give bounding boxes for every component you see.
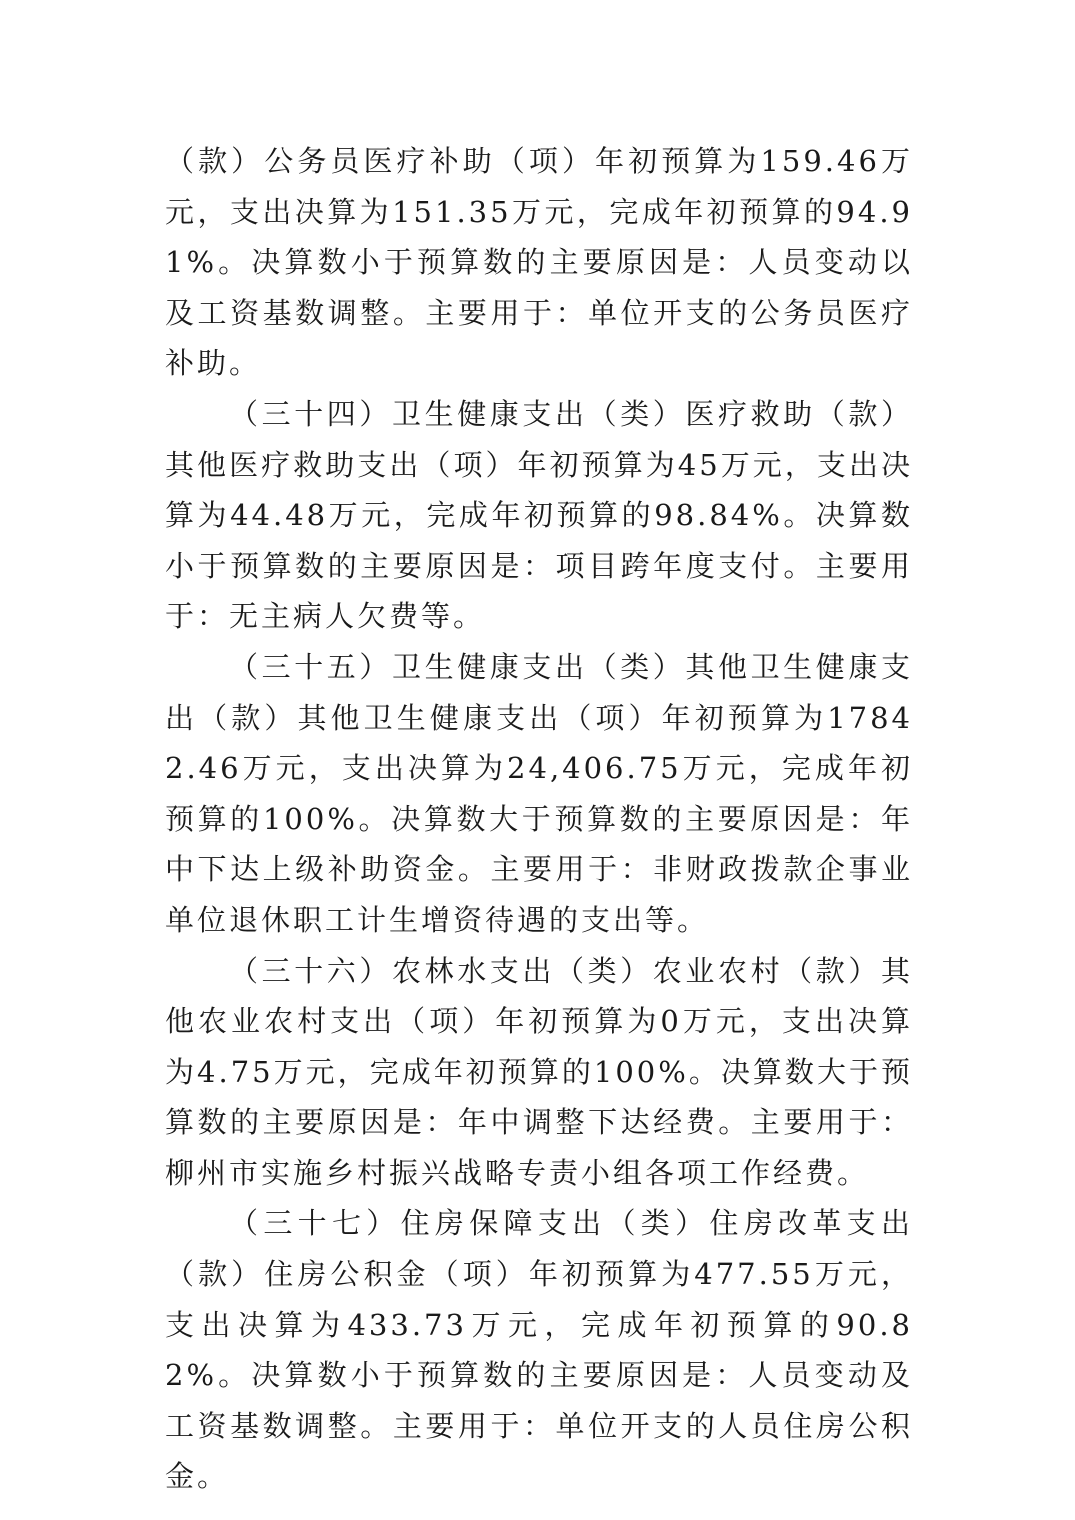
- paragraph-item-34: （三十四）卫生健康支出（类）医疗救助（款）其他医疗救助支出（项）年初预算为45万元，支出决算为44.48万元，完成年初预算的98.84%。决算数小于预算数的主要原因是：项目跨年度支付。主要用于：无主病人欠费等。: [165, 396, 913, 634]
- paragraph-item-37: （三十七）住房保障支出（类）住房改革支出（款）住房公积金（项）年初预算为477.55万元，支出决算为433.73万元，完成年初预算的90.82%。决算数小于预算数的主要原因是：人员变动及工资基数调整。主要用于：单位开支的人员住房公积金。: [165, 1206, 913, 1494]
- document-body: [165, 136, 913, 1502]
- paragraph-continuation: （款）公务员医疗补助（项）年初预算为159.46万元，支出决算为151.35万元，完成年初预算的94.91%。决算数小于预算数的主要原因是：人员变动以及工资基数调整。主要用于：单位开支的公务员医疗补助。: [165, 144, 913, 381]
- paragraph-item-35: （三十五）卫生健康支出（类）其他卫生健康支出（款）其他卫生健康支出（项）年初预算为17842.46万元，支出决算为24,406.75万元，完成年初预算的100%。决算数大于预算数的主要原因是：年中下达上级补助资金。主要用于：非财政拨款企事业单位退休职工计生增资待遇的支出等。: [165, 649, 913, 937]
- paragraph-item-36: （三十六）农林水支出（类）农业农村（款）其他农业农村支出（项）年初预算为0万元，支出决算为4.75万元，完成年初预算的100%。决算数大于预算数的主要原因是：年中调整下达经费。主要用于：柳州市实施乡村振兴战略专责小组各项工作经费。: [165, 953, 913, 1190]
